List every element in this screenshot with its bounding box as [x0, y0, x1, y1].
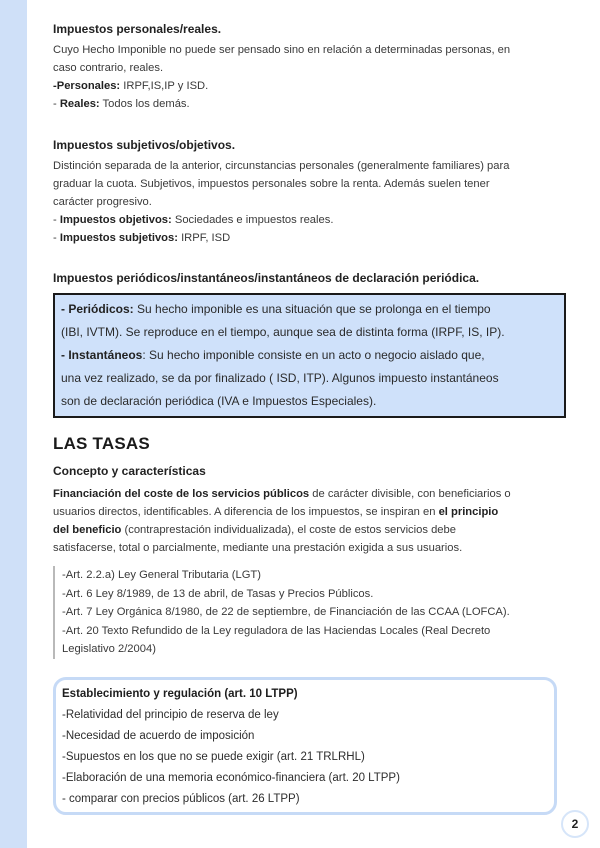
subjetivos-objetivos-heading: Impuestos subjetivos/objetivos. [53, 138, 236, 152]
text-line: graduar la cuota. Subjetivos, impuestos personales sobre la renta. Además suelen tener [53, 178, 490, 190]
text-line [53, 503, 563, 521]
text-line: son de declaración periódica (IVA e Impuestos Especiales). [61, 394, 377, 408]
instantaneos-label: - Instantáneos [61, 348, 143, 362]
reales-value: Todos los demás. [99, 98, 190, 110]
text-line [53, 521, 563, 539]
tasas-heading: LAS TASAS [53, 434, 150, 453]
subjetivos-line: - Impuestos subjetivos: IRPF, ISD [53, 232, 231, 244]
periodicos-box [53, 293, 566, 418]
personales-line [53, 77, 563, 95]
reference-item: -Art. 2.2.a) Ley General Tributaria (LGT) [62, 569, 261, 581]
text-span: de carácter divisible, con beneficiarios o [309, 488, 511, 500]
reference-item: -Art. 20 Texto Refundido de la Ley reguladora de las Haciendas Locales (Real Decreto [62, 624, 491, 637]
list-item: -Relatividad del principio de reserva de ley [62, 709, 279, 721]
personales-label: -Personales: [53, 80, 121, 92]
concepto-heading: Concepto y características [53, 464, 206, 478]
bold-phrase: Financiación del coste de los servicios públicos [53, 488, 310, 500]
establecimiento-box [53, 677, 557, 815]
periodicos-line [61, 298, 558, 321]
subjetivos-objetivos-text [53, 157, 563, 247]
legal-references [53, 566, 567, 659]
text-line: satisfacerse, total o parcialmente, mediante una prestación exigida a sus usuarios. [53, 542, 463, 554]
list-item: -Supuestos en los que no se puede exigir (art. 21 TRLRHL) [62, 751, 365, 763]
text-line: una vez realizado, se da por finalizado ( ISD, ITP). Algunos impuesto instantáneos [61, 371, 499, 385]
personales-value: IRPF,IS,IP y ISD. [120, 80, 209, 92]
subjetivos-value: IRPF, ISD [177, 232, 231, 244]
reales-label: Reales: [59, 98, 100, 110]
objetivos-line: - Impuestos objetivos: Sociedades e impuestos reales. [53, 214, 334, 226]
objetivos-label: Impuestos objetivos: [59, 214, 172, 226]
personales-reales-heading: Impuestos personales/reales. [53, 22, 222, 36]
subjetivos-label: Impuestos subjetivos: [59, 232, 178, 244]
text-line: carácter progresivo. [53, 196, 152, 208]
establecimiento-title: Establecimiento y regulación (art. 10 LTPP) [62, 688, 298, 700]
text-line: Cuyo Hecho Imponible no puede ser pensado sino en relación a determinadas personas, en [53, 44, 511, 56]
text-span: (contraprestación individualizada), el coste de estos servicios debe [121, 524, 456, 536]
instantaneos-text: : Su hecho imponible consiste en un acto o negocio aislado que, [142, 348, 485, 362]
objetivos-value: Sociedades e impuestos reales. [171, 214, 334, 226]
list-item: - comparar con precios públicos (art. 26 LTPP) [62, 793, 300, 805]
text-line: caso contrario, reales. [53, 62, 164, 74]
reference-item: -Art. 7 Ley Orgánica 8/1980, de 22 de septiembre, de Financiación de las CCAA (LOFCA). [62, 606, 510, 618]
bold-phrase: el principio [438, 506, 499, 518]
page-number: 2 [561, 810, 589, 838]
reference-item: Legislativo 2/2004) [62, 643, 156, 655]
text-line: Distinción separada de la anterior, circunstancias personales (generalmente familiares) para [53, 160, 510, 172]
list-item: -Elaboración de una memoria económico-financiera (art. 20 LTPP) [62, 772, 400, 784]
instantaneos-line [61, 344, 558, 367]
reales-line: - Reales: Todos los demás. [53, 98, 190, 110]
list-item: -Necesidad de acuerdo de imposición [62, 730, 255, 742]
tasas-paragraph [53, 485, 563, 557]
personales-reales-text [53, 41, 563, 113]
periodicos-text: Su hecho imponible es una situación que se prolonga en el tiempo [133, 302, 491, 316]
periodicos-label: - Periódicos: [61, 302, 134, 316]
text-span: usuarios directos, identificables. A diferencia de los impuestos, se inspiran en [53, 506, 439, 518]
left-color-band [0, 0, 27, 848]
periodicos-heading: Impuestos periódicos/instantáneos/instantáneos de declaración periódica. [53, 271, 480, 285]
reference-item: -Art. 6 Ley 8/1989, de 13 de abril, de Tasas y Precios Públicos. [62, 587, 374, 600]
bold-phrase: del beneficio [53, 524, 122, 536]
text-line: (IBI, IVTM). Se reproduce en el tiempo, aunque sea de distinta forma (IRPF, IS, IP). [61, 325, 505, 339]
text-line [53, 485, 563, 503]
